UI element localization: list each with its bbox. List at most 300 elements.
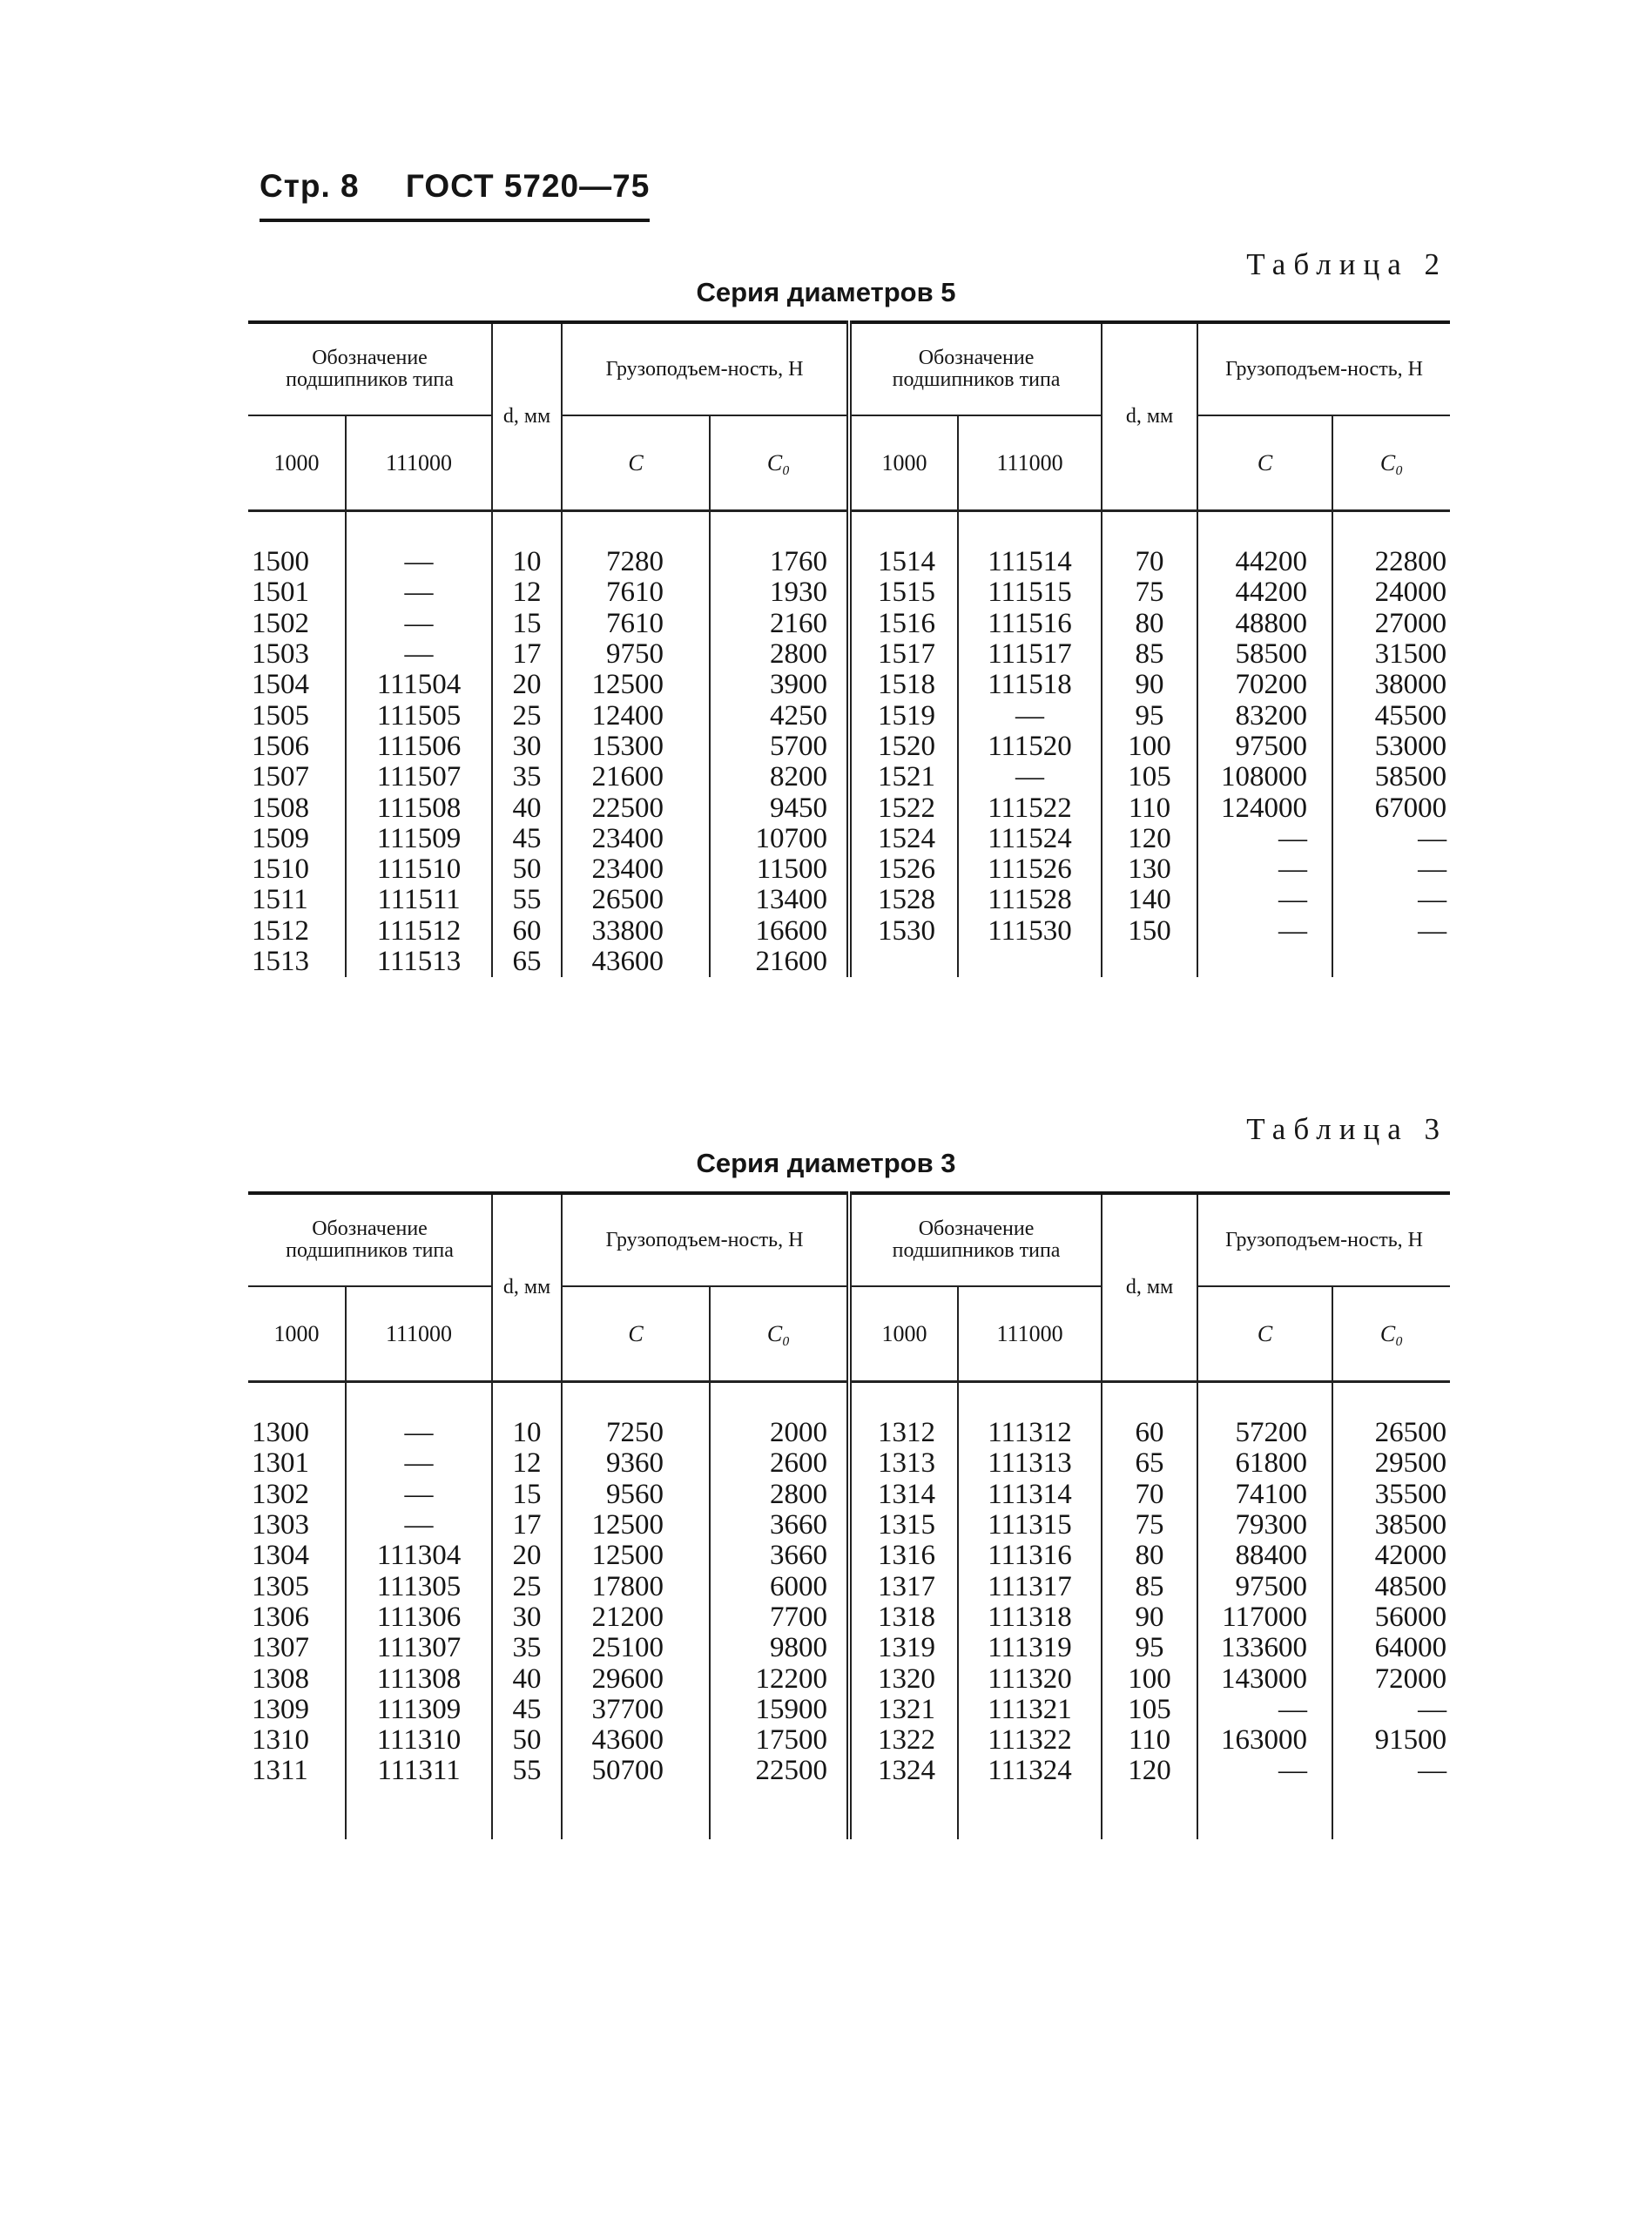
cell-type111000-left: 111311: [346, 1756, 492, 1786]
cell-C0-left: 3660: [710, 1510, 849, 1541]
cell-type1000-left: 1306: [252, 1601, 309, 1633]
header-load-left: Грузоподъем-ность, Н: [562, 1193, 849, 1286]
cell-C-left: 7280: [562, 511, 710, 578]
cell-d-right: 120: [1102, 824, 1197, 854]
cell-d-right: 95: [1102, 1633, 1197, 1663]
cell-C-right: 44200: [1197, 577, 1332, 608]
cell-type111000-right: 111526: [958, 854, 1102, 885]
cell-C0-right: 35500: [1332, 1480, 1450, 1510]
cell-type111000-right: 111324: [958, 1756, 1102, 1786]
table-row: [248, 609, 1450, 639]
cell-type1000-right: 1517: [849, 639, 958, 670]
cell-C-left: 9360: [562, 1448, 710, 1479]
cell-type1000-left: 1508: [252, 792, 309, 824]
cell-C0-right: —: [1332, 885, 1450, 915]
cell-type111000-right: 111313: [958, 1448, 1102, 1479]
cell-C-left: 43600: [562, 1725, 710, 1756]
cell-type111000-right: 111517: [958, 639, 1102, 670]
table-row: [248, 916, 1450, 947]
cell-type111000-left: 111505: [346, 700, 492, 731]
cell-C-right: 108000: [1197, 762, 1332, 792]
cell-C0-right: 72000: [1332, 1663, 1450, 1694]
page-header: [260, 168, 650, 222]
spacer-cell: [1102, 1787, 1197, 1839]
cell-C-left: 26500: [562, 885, 710, 915]
cell-d-right: 60: [1102, 1382, 1197, 1449]
cell-C-left: 43600: [562, 947, 710, 977]
table3-label: Таблица 3: [1246, 1112, 1447, 1146]
table-row: [248, 1756, 1450, 1786]
cell-d-right: [1102, 947, 1197, 977]
cell-type1000-left: 1502: [252, 607, 309, 639]
cell-type111000-left: 111512: [346, 916, 492, 947]
cell-d-left: 15: [492, 609, 562, 639]
cell-type1000-left: 1512: [252, 914, 309, 947]
cell-type1000-left: 1310: [252, 1724, 309, 1757]
cell-type111000-right: 111315: [958, 1510, 1102, 1541]
cell-type1000-left: 1300: [252, 1417, 309, 1449]
cell-type1000-right: 1313: [849, 1448, 958, 1479]
table-row: [248, 762, 1450, 792]
cell-C0-left: 15900: [710, 1695, 849, 1725]
cell-type1000-left: 1311: [252, 1755, 308, 1787]
cell-type1000-right: 1520: [849, 732, 958, 762]
cell-type1000-right: 1521: [849, 762, 958, 792]
cell-C0-right: 58500: [1332, 762, 1450, 792]
cell-d-right: 150: [1102, 916, 1197, 947]
cell-type1000-right: 1515: [849, 577, 958, 608]
cell-type111000-left: 111309: [346, 1695, 492, 1725]
table-row: [248, 1602, 1450, 1633]
cell-d-right: 80: [1102, 1541, 1197, 1571]
cell-C0-right: 48500: [1332, 1571, 1450, 1602]
cell-type1000-right: 1319: [849, 1633, 958, 1663]
cell-C0-left: 3900: [710, 670, 849, 700]
cell-C-left: 9750: [562, 639, 710, 670]
table-row: [248, 670, 1450, 700]
table-row: [248, 1448, 1450, 1479]
header-designation-left: Обозначение подшипников типа: [248, 1193, 492, 1286]
cell-type1000-right: 1318: [849, 1602, 958, 1633]
cell-C-left: 37700: [562, 1695, 710, 1725]
cell-C0-left: 10700: [710, 824, 849, 854]
cell-C0-left: 13400: [710, 885, 849, 915]
table3-caption: Серия диаметров 3: [696, 1148, 956, 1178]
cell-type111000-left: 111310: [346, 1725, 492, 1756]
cell-type1000-left: 1301: [252, 1447, 309, 1480]
spacer-cell: [492, 1787, 562, 1839]
cell-C0-left: 11500: [710, 854, 849, 885]
cell-type1000-right: 1316: [849, 1541, 958, 1571]
cell-type1000-left: 1501: [252, 577, 309, 609]
cell-C-right: —: [1197, 854, 1332, 885]
cell-type111000-right: 111321: [958, 1695, 1102, 1725]
cell-C0-right: 22800: [1332, 511, 1450, 578]
cell-C0-right: 38500: [1332, 1510, 1450, 1541]
cell-C-left: 23400: [562, 824, 710, 854]
cell-d-left: 45: [492, 824, 562, 854]
cell-type1000-right: 1320: [849, 1663, 958, 1694]
cell-type1000-left: 1506: [252, 730, 309, 762]
cell-C0-right: —: [1332, 916, 1450, 947]
cell-type111000-left: 111504: [346, 670, 492, 700]
cell-C-left: 22500: [562, 792, 710, 823]
cell-d-left: 12: [492, 1448, 562, 1479]
header-type1000-left: 1000: [248, 415, 346, 511]
cell-C-left: 17800: [562, 1571, 710, 1602]
cell-d-left: 30: [492, 1602, 562, 1633]
cell-C0-left: 2160: [710, 609, 849, 639]
cell-C-right: 88400: [1197, 1541, 1332, 1571]
cell-C-left: 12500: [562, 1510, 710, 1541]
cell-type111000-left: —: [346, 577, 492, 608]
cell-C0-left: 5700: [710, 732, 849, 762]
table-spacer-row: [248, 1787, 1450, 1839]
cell-C0-right: 91500: [1332, 1725, 1450, 1756]
cell-C0-right: —: [1332, 1756, 1450, 1786]
cell-type1000-left: 1507: [252, 761, 309, 793]
header-designation-right: Обозначение подшипников типа: [849, 1193, 1102, 1286]
cell-d-right: 80: [1102, 609, 1197, 639]
header-C-left: C: [562, 415, 710, 511]
header-type111000-right: 111000: [958, 1286, 1102, 1382]
table-row: [248, 1695, 1450, 1725]
cell-type111000-right: 111518: [958, 670, 1102, 700]
cell-type111000-right: 111316: [958, 1541, 1102, 1571]
cell-C-left: 21600: [562, 762, 710, 792]
header-d-left: d, мм: [492, 1193, 562, 1382]
cell-type111000-left: —: [346, 511, 492, 578]
cell-C0-right: 31500: [1332, 639, 1450, 670]
cell-C-right: 133600: [1197, 1633, 1332, 1663]
cell-C0-left: 2600: [710, 1448, 849, 1479]
header-load-right: Грузоподъем-ность, Н: [1197, 1193, 1450, 1286]
cell-C-left: 15300: [562, 732, 710, 762]
cell-type1000-left: 1513: [252, 946, 309, 977]
cell-type1000-right: 1514: [849, 511, 958, 578]
cell-type1000-right: 1522: [849, 792, 958, 823]
cell-C0-left: 21600: [710, 947, 849, 977]
cell-d-left: 40: [492, 1663, 562, 1694]
cell-C0-left: 17500: [710, 1725, 849, 1756]
cell-type1000-left: 1509: [252, 822, 309, 854]
cell-d-left: 17: [492, 639, 562, 670]
cell-C0-right: —: [1332, 1695, 1450, 1725]
cell-type111000-left: 111306: [346, 1602, 492, 1633]
cell-type111000-right: 111320: [958, 1663, 1102, 1694]
cell-C0-right: [1332, 947, 1450, 977]
cell-C-right: 70200: [1197, 670, 1332, 700]
cell-C0-left: 3660: [710, 1541, 849, 1571]
cell-C0-right: 56000: [1332, 1602, 1450, 1633]
cell-type111000-right: 111317: [958, 1571, 1102, 1602]
cell-type1000-right: 1519: [849, 700, 958, 731]
cell-type1000-left: 1307: [252, 1632, 309, 1664]
cell-type1000-right: 1315: [849, 1510, 958, 1541]
cell-type111000-right: 111520: [958, 732, 1102, 762]
cell-type111000-right: —: [958, 762, 1102, 792]
cell-type1000-left: 1500: [252, 546, 309, 578]
cell-C0-right: 67000: [1332, 792, 1450, 823]
cell-type111000-right: [958, 947, 1102, 977]
table3-body: [248, 1382, 1450, 1839]
cell-d-left: 25: [492, 700, 562, 731]
cell-C-right: —: [1197, 824, 1332, 854]
cell-type111000-left: 111308: [346, 1663, 492, 1694]
cell-C0-left: 4250: [710, 700, 849, 731]
cell-C0-right: 64000: [1332, 1633, 1450, 1663]
cell-type111000-left: —: [346, 1448, 492, 1479]
cell-type111000-left: 111506: [346, 732, 492, 762]
cell-d-left: 50: [492, 854, 562, 885]
cell-d-right: 90: [1102, 1602, 1197, 1633]
table-row: [248, 511, 1450, 578]
header-designation-right: Обозначение подшипников типа: [849, 322, 1102, 415]
cell-C0-right: 53000: [1332, 732, 1450, 762]
table-row: [248, 1663, 1450, 1694]
cell-type111000-right: 111319: [958, 1633, 1102, 1663]
cell-d-right: 90: [1102, 670, 1197, 700]
cell-d-left: 35: [492, 1633, 562, 1663]
header-C-left: C: [562, 1286, 710, 1382]
cell-type111000-left: 111511: [346, 885, 492, 915]
cell-type1000-right: 1321: [849, 1695, 958, 1725]
cell-C-left: 21200: [562, 1602, 710, 1633]
table2-body: [248, 511, 1450, 978]
cell-d-left: 15: [492, 1480, 562, 1510]
header-C0-right: C₀: [1332, 1286, 1450, 1382]
cell-d-right: 85: [1102, 1571, 1197, 1602]
cell-C0-left: 9800: [710, 1633, 849, 1663]
cell-type111000-right: 111522: [958, 792, 1102, 823]
cell-C-right: —: [1197, 885, 1332, 915]
header-type111000-left: 111000: [346, 1286, 492, 1382]
cell-type111000-right: 111312: [958, 1382, 1102, 1449]
cell-C0-left: 7700: [710, 1602, 849, 1633]
table-row: [248, 732, 1450, 762]
cell-type111000-left: 111507: [346, 762, 492, 792]
cell-C0-left: 2800: [710, 639, 849, 670]
cell-C0-left: 2000: [710, 1382, 849, 1449]
cell-C-right: 97500: [1197, 1571, 1332, 1602]
cell-C0-left: 1930: [710, 577, 849, 608]
spacer-cell: [562, 1787, 710, 1839]
cell-type1000-left: 1304: [252, 1540, 309, 1572]
table-row: [248, 1480, 1450, 1510]
cell-type111000-right: 111515: [958, 577, 1102, 608]
cell-C-left: 12500: [562, 1541, 710, 1571]
cell-C0-left: 2800: [710, 1480, 849, 1510]
cell-type111000-right: 111524: [958, 824, 1102, 854]
cell-C-left: 7610: [562, 577, 710, 608]
table-row: [248, 639, 1450, 670]
cell-C0-right: 45500: [1332, 700, 1450, 731]
table-row: [248, 1382, 1450, 1449]
table-row: [248, 1541, 1450, 1571]
cell-type111000-left: —: [346, 1480, 492, 1510]
cell-C-left: 9560: [562, 1480, 710, 1510]
cell-type111000-right: 111322: [958, 1725, 1102, 1756]
cell-C0-right: 24000: [1332, 577, 1450, 608]
cell-type1000-left: 1303: [252, 1509, 309, 1541]
cell-type1000-left: 1308: [252, 1662, 309, 1695]
table-row: [248, 854, 1450, 885]
cell-C0-right: 38000: [1332, 670, 1450, 700]
page-number: Стр. 8: [260, 168, 360, 204]
spacer-cell: [346, 1787, 492, 1839]
cell-C-right: —: [1197, 1756, 1332, 1786]
cell-C0-left: 1760: [710, 511, 849, 578]
cell-C-right: 124000: [1197, 792, 1332, 823]
cell-type1000-right: 1314: [849, 1480, 958, 1510]
header-load-right: Грузоподъем-ность, Н: [1197, 322, 1450, 415]
cell-C-right: 61800: [1197, 1448, 1332, 1479]
cell-d-right: 95: [1102, 700, 1197, 731]
cell-C-left: 12400: [562, 700, 710, 731]
cell-type1000-right: [849, 947, 958, 977]
cell-type111000-left: —: [346, 609, 492, 639]
cell-type1000-left: 1511: [252, 884, 308, 916]
cell-d-left: 10: [492, 1382, 562, 1449]
table-row: [248, 1633, 1450, 1663]
cell-d-right: 140: [1102, 885, 1197, 915]
cell-type111000-left: 111305: [346, 1571, 492, 1602]
cell-type111000-left: 111307: [346, 1633, 492, 1663]
table-row: [248, 700, 1450, 731]
cell-C-right: 163000: [1197, 1725, 1332, 1756]
cell-type111000-right: 111514: [958, 511, 1102, 578]
header-C-right: C: [1197, 1286, 1332, 1382]
cell-type111000-left: 111510: [346, 854, 492, 885]
table3: [248, 1191, 1450, 1839]
table-row: [248, 1510, 1450, 1541]
cell-d-left: 30: [492, 732, 562, 762]
spacer-cell: [1332, 1787, 1450, 1839]
cell-d-left: 12: [492, 577, 562, 608]
cell-C0-right: 29500: [1332, 1448, 1450, 1479]
cell-type111000-left: 111304: [346, 1541, 492, 1571]
cell-type1000-right: 1526: [849, 854, 958, 885]
cell-d-left: 45: [492, 1695, 562, 1725]
header-load-left: Грузоподъем-ность, Н: [562, 322, 849, 415]
header-type1000-right: 1000: [849, 415, 958, 511]
cell-d-left: 17: [492, 1510, 562, 1541]
header-d-right: d, мм: [1102, 1193, 1197, 1382]
cell-type111000-right: 111314: [958, 1480, 1102, 1510]
cell-type1000-left: 1305: [252, 1570, 309, 1602]
cell-type1000-left: 1504: [252, 669, 309, 701]
table2-label: Таблица 2: [1246, 247, 1447, 281]
table-row: [248, 885, 1450, 915]
cell-d-right: 85: [1102, 639, 1197, 670]
cell-type111000-right: 111516: [958, 609, 1102, 639]
cell-C-left: 12500: [562, 670, 710, 700]
cell-d-right: 120: [1102, 1756, 1197, 1786]
cell-type1000-left: 1503: [252, 638, 309, 671]
cell-d-left: 55: [492, 1756, 562, 1786]
cell-d-right: 100: [1102, 1663, 1197, 1694]
cell-C-right: 44200: [1197, 511, 1332, 578]
cell-C-left: 33800: [562, 916, 710, 947]
cell-type1000-right: 1312: [849, 1382, 958, 1449]
cell-C-right: —: [1197, 916, 1332, 947]
cell-d-right: 70: [1102, 1480, 1197, 1510]
cell-C0-left: 22500: [710, 1756, 849, 1786]
header-d-right: d, мм: [1102, 322, 1197, 511]
cell-type1000-right: 1530: [849, 916, 958, 947]
spacer-cell: [248, 1787, 346, 1839]
cell-C-left: 25100: [562, 1633, 710, 1663]
cell-d-left: 40: [492, 792, 562, 823]
table-row: [248, 792, 1450, 823]
cell-C-right: 57200: [1197, 1382, 1332, 1449]
cell-type1000-left: 1309: [252, 1693, 309, 1725]
cell-type1000-right: 1528: [849, 885, 958, 915]
table-row: [248, 824, 1450, 854]
cell-C0-right: 27000: [1332, 609, 1450, 639]
table-row: [248, 947, 1450, 977]
cell-d-right: 105: [1102, 762, 1197, 792]
cell-type111000-left: 111509: [346, 824, 492, 854]
cell-C-right: 117000: [1197, 1602, 1332, 1633]
cell-type111000-right: 111530: [958, 916, 1102, 947]
cell-C-right: 143000: [1197, 1663, 1332, 1694]
cell-type111000-right: —: [958, 700, 1102, 731]
cell-d-left: 25: [492, 1571, 562, 1602]
cell-C-right: 83200: [1197, 700, 1332, 731]
cell-type111000-left: 111508: [346, 792, 492, 823]
cell-C-right: 97500: [1197, 732, 1332, 762]
header-type1000-left: 1000: [248, 1286, 346, 1382]
header-C0-right: C₀: [1332, 415, 1450, 511]
cell-C0-left: 16600: [710, 916, 849, 947]
cell-d-right: 75: [1102, 577, 1197, 608]
cell-type1000-left: 1302: [252, 1478, 309, 1510]
cell-d-right: 65: [1102, 1448, 1197, 1479]
cell-C0-right: —: [1332, 824, 1450, 854]
cell-C0-left: 12200: [710, 1663, 849, 1694]
header-C0-left: C₀: [710, 1286, 849, 1382]
cell-type1000-right: 1317: [849, 1571, 958, 1602]
cell-type111000-left: 111513: [346, 947, 492, 977]
cell-d-right: 110: [1102, 792, 1197, 823]
header-type1000-right: 1000: [849, 1286, 958, 1382]
cell-d-right: 110: [1102, 1725, 1197, 1756]
table2-caption: Серия диаметров 5: [696, 277, 956, 307]
cell-type111000-left: —: [346, 1382, 492, 1449]
header-designation-left: Обозначение подшипников типа: [248, 322, 492, 415]
header-type111000-right: 111000: [958, 415, 1102, 511]
table-row: [248, 577, 1450, 608]
cell-d-right: 100: [1102, 732, 1197, 762]
cell-C-left: 50700: [562, 1756, 710, 1786]
cell-d-left: 65: [492, 947, 562, 977]
cell-type1000-right: 1324: [849, 1756, 958, 1786]
cell-C-right: —: [1197, 1695, 1332, 1725]
cell-C-left: 29600: [562, 1663, 710, 1694]
standard-code: ГОСТ 5720—75: [405, 168, 651, 204]
cell-type1000-left: 1505: [252, 699, 309, 732]
header-C0-left: C₀: [710, 415, 849, 511]
cell-C-left: 7610: [562, 609, 710, 639]
cell-type1000-right: 1516: [849, 609, 958, 639]
header-type111000-left: 111000: [346, 415, 492, 511]
cell-type1000-right: 1518: [849, 670, 958, 700]
cell-d-right: 75: [1102, 1510, 1197, 1541]
header-d-left: d, мм: [492, 322, 562, 511]
cell-C0-right: —: [1332, 854, 1450, 885]
cell-d-right: 70: [1102, 511, 1197, 578]
